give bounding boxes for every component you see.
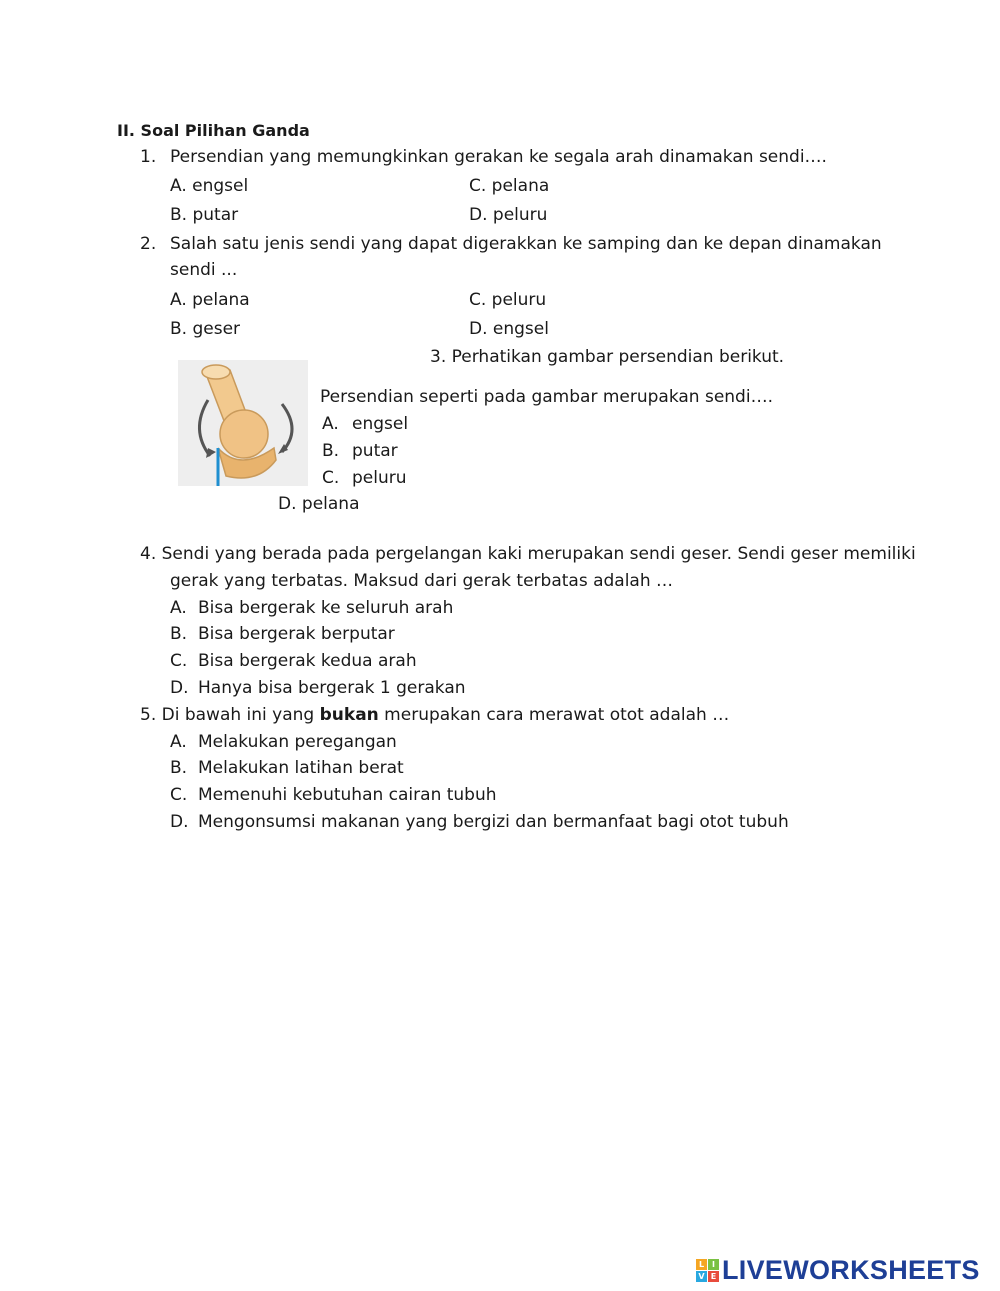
q1-number: 1. xyxy=(140,147,157,167)
q5-text-after: merupakan cara merawat otot adalah … xyxy=(378,705,730,725)
q4-option-d[interactable]: Hanya bisa bergerak 1 gerakan xyxy=(198,678,466,698)
q4-option-b[interactable]: Bisa bergerak berputar xyxy=(198,624,395,644)
q2-option-d[interactable]: D. engsel xyxy=(469,319,549,339)
q5-option-a[interactable]: Melakukan peregangan xyxy=(198,732,397,752)
liveworksheets-logo[interactable] xyxy=(696,1255,980,1285)
logo-letter-v: V xyxy=(696,1271,707,1282)
q4-option-c[interactable]: Bisa bergerak kedua arah xyxy=(198,651,417,671)
q5-option-a-letter: A. xyxy=(170,732,187,752)
q1-text: Persendian yang memungkinkan gerakan ke segala arah dinamakan sendi…. xyxy=(170,147,827,167)
q2-number: 2. xyxy=(140,234,157,254)
q4-option-a-letter: A. xyxy=(170,598,187,618)
q4-option-a[interactable]: Bisa bergerak ke seluruh arah xyxy=(198,598,454,618)
q5-text-bold: bukan xyxy=(319,705,379,725)
q1-option-b[interactable]: B. putar xyxy=(170,205,239,225)
q3-option-d[interactable]: D. pelana xyxy=(278,494,360,514)
q5-option-d[interactable]: Mengonsumsi makanan yang bergizi dan bermanfaat bagi otot tubuh xyxy=(198,812,789,832)
q3-text: Persendian seperti pada gambar merupakan sendi…. xyxy=(320,387,773,407)
section-title: II. Soal Pilihan Ganda xyxy=(117,121,310,140)
q3-option-b-letter: B. xyxy=(322,441,340,461)
q1-option-c[interactable]: C. pelana xyxy=(469,176,550,196)
q1-option-a[interactable]: A. engsel xyxy=(170,176,249,196)
q5-option-c[interactable]: Memenuhi kebutuhan cairan tubuh xyxy=(198,785,497,805)
logo-letter-i: I xyxy=(708,1259,719,1270)
q5-option-c-letter: C. xyxy=(170,785,188,805)
ball-joint-illustration xyxy=(178,360,308,486)
q2-option-c[interactable]: C. peluru xyxy=(469,290,547,310)
logo-text: LIVEWORKSHEETS xyxy=(722,1254,980,1285)
q2-option-b[interactable]: B. geser xyxy=(170,319,241,339)
q2-option-a[interactable]: A. pelana xyxy=(170,290,250,310)
q3-option-b[interactable]: putar xyxy=(352,441,398,461)
q5-option-b[interactable]: Melakukan latihan berat xyxy=(198,758,404,778)
q4-option-d-letter: D. xyxy=(170,678,189,698)
q3-option-c[interactable]: peluru xyxy=(352,468,407,488)
joint-image xyxy=(178,360,308,486)
logo-mark-icon xyxy=(696,1259,719,1282)
q3-option-c-letter: C. xyxy=(322,468,340,488)
q4-option-b-letter: B. xyxy=(170,624,188,644)
q3-option-a-letter: A. xyxy=(322,414,339,434)
q4-option-c-letter: C. xyxy=(170,651,188,671)
q5-option-d-letter: D. xyxy=(170,812,189,832)
q5-text xyxy=(140,704,729,726)
q3-option-a[interactable]: engsel xyxy=(352,414,409,434)
q1-option-d[interactable]: D. peluru xyxy=(469,205,548,225)
q2-text-line1: Salah satu jenis sendi yang dapat digerakkan ke samping dan ke depan dinamakan xyxy=(170,234,882,254)
q4-text-line2: gerak yang terbatas. Maksud dari gerak terbatas adalah … xyxy=(170,571,674,591)
logo-letter-e: E xyxy=(708,1271,719,1282)
q3-prompt: 3. Perhatikan gambar persendian berikut. xyxy=(430,347,785,367)
q2-text-line2: sendi ... xyxy=(170,260,238,280)
q4-text-line1: 4. Sendi yang berada pada pergelangan kaki merupakan sendi geser. Sendi geser memiliki xyxy=(140,544,916,564)
q5-option-b-letter: B. xyxy=(170,758,188,778)
logo-letter-l: L xyxy=(696,1259,707,1270)
q5-text-before: 5. Di bawah ini yang xyxy=(140,705,320,725)
